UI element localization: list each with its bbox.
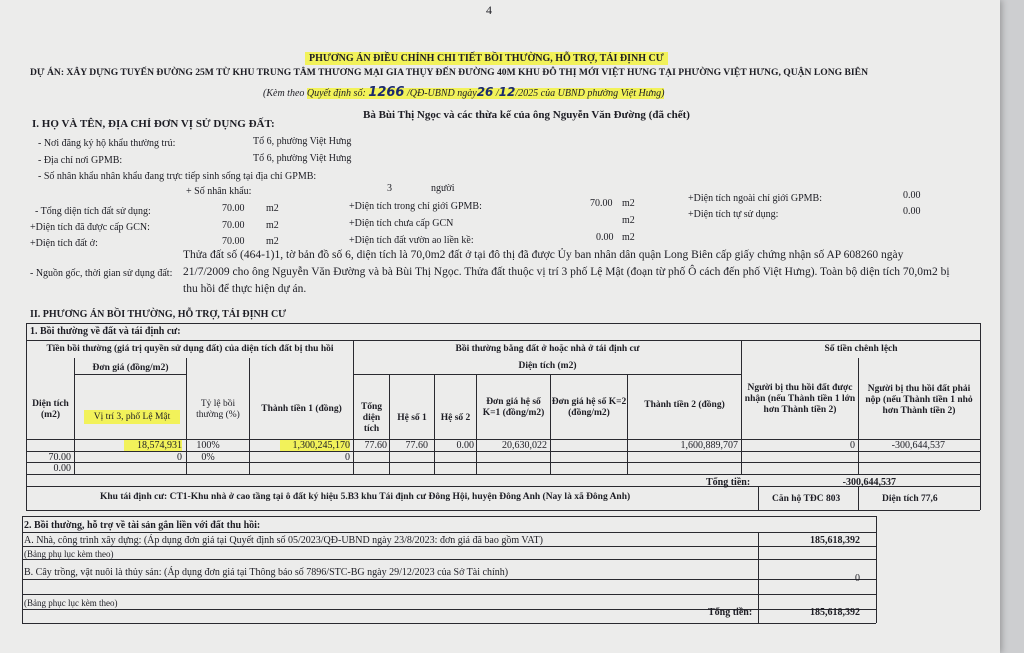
- project-name: DỰ ÁN: XÂY DỰNG TUYẾN ĐƯỜNG 25M TỪ KHU TRUNG TÂM THƯƠNG MẠI GIA THỤY ĐẾN ĐƯỜNG 40M KHU ĐÔ THỊ MỚI VIỆT HƯNG TẠI PHƯỜNG VIỆT HƯNG, QUẬN LONG BIÊN: [30, 67, 868, 78]
- gcn-area-unit: m2: [266, 220, 279, 231]
- land-area-label: +Diện tích đất ở:: [30, 238, 98, 249]
- group-a-header: Tiền bồi thường (giá trị quyền sử dụng đất) của diện tích đất bị thu hồi: [46, 344, 334, 354]
- persons-unit: người: [431, 183, 455, 194]
- col-thanhtien2: Thành tiền 2 (đồng): [644, 399, 725, 410]
- r2-tyle: 0%: [201, 452, 215, 463]
- gcn-area-value: 70.00: [222, 220, 245, 231]
- persons-value: 3: [387, 183, 392, 194]
- table2-title: 2. Bồi thường, hỗ trợ về tài sản gắn liền với đất thu hồi:: [24, 520, 261, 531]
- section1-heading: I. HỌ VÀ TÊN, ĐỊA CHỈ ĐƠN VỊ SỬ DỤNG ĐẤT:: [32, 118, 275, 130]
- persons-label: - Số nhân khẩu nhân khẩu đang trực tiếp sinh sống tại địa chỉ GPMB:: [38, 171, 317, 182]
- r1-heso2: 0.00: [456, 440, 474, 451]
- r2-thanhtien1: 0: [345, 452, 350, 463]
- r1-heso1: 77.60: [405, 440, 428, 451]
- attached-decision-label: Quyết định số:: [306, 88, 366, 99]
- land-area-value: 70.00: [222, 236, 245, 247]
- r1-k1: 20,630,022: [502, 440, 547, 451]
- attached-prefix: (Kèm theo: [263, 88, 305, 99]
- col-tyle: Tỷ lệ bồi thường (%): [196, 398, 240, 420]
- r1-thanhtien2: 1,600,889,707: [680, 440, 738, 451]
- r1-dientich: 70.00: [48, 452, 71, 463]
- land-area-unit: m2: [266, 236, 279, 247]
- self-label: +Diện tích tự sử dụng:: [688, 209, 779, 220]
- attached-decision: [263, 85, 664, 100]
- page-number: 4: [486, 3, 492, 17]
- b-text: B. Cây trồng, vật nuôi là thủy sản: (Áp dụng đơn giá tại Thông báo số 7896/STC-BG ngày 29/12/2023 của Sở Tài chính): [24, 567, 509, 578]
- col-dongia: Đơn giá (đồng/m2): [92, 362, 169, 373]
- residence-value: Tổ 6, phường Việt Hưng: [253, 136, 352, 147]
- outside-value: 0.00: [903, 190, 921, 201]
- r2-dientich: 0.00: [53, 463, 71, 474]
- nogcn-unit: m2: [622, 215, 635, 226]
- table1-title: 1. Bồi thường về đất và tái định cư:: [30, 326, 181, 337]
- site-label: - Địa chỉ nơi GPMB:: [38, 155, 123, 166]
- garden-unit: m2: [622, 232, 635, 243]
- col-heso2: Hệ số 2: [440, 412, 471, 423]
- decision-month: 12: [498, 85, 516, 99]
- garden-label: +Diện tích đất vườn ao liền kề:: [349, 235, 474, 246]
- apartment: Căn hộ TĐC 803: [772, 494, 841, 504]
- attached-suffix: /2025 của UBND phường Việt Hưng): [515, 88, 665, 99]
- nogcn-label: +Diện tích chưa cấp GCN: [349, 218, 454, 229]
- decision-highlight: Quyết định số: 1266 /QĐ-UBND ngày26 /12/2025 của UBND phường Việt Hưng): [306, 85, 665, 100]
- residence-label: - Nơi đăng ký hộ khẩu thường trú:: [38, 138, 176, 149]
- col-thanhtien1: Thành tiền 1 (đồng): [261, 404, 342, 414]
- r1-nhan: 0: [850, 440, 855, 451]
- inside-unit: m2: [622, 198, 635, 209]
- a-value: 185,618,392: [810, 535, 860, 546]
- r1-thanhtien1: 1,300,245,170: [280, 440, 350, 451]
- col-vitri: Vị trí 3, phố Lệ Mật: [84, 410, 180, 424]
- total2-value: 185,618,392: [810, 607, 860, 618]
- total-area-label: - Tổng diện tích đất sử dụng:: [35, 206, 151, 217]
- origin-label: - Nguồn gốc, thời gian sử dụng đất:: [30, 268, 173, 279]
- col-dientich-b: Diện tích (m2): [518, 361, 577, 371]
- inside-value: 70.00: [590, 198, 613, 209]
- persons-sub-label: + Số nhân khẩu:: [186, 186, 252, 197]
- col-nop: Người bị thu hồi đất phải nộp (nếu Thành tiền 1 nhỏ hơn Thành tiền 2): [865, 383, 973, 416]
- total1-label: Tổng tiền:: [706, 477, 751, 488]
- decision-day: 26: [476, 85, 494, 99]
- r2-dongia: 0: [177, 452, 182, 463]
- b-note: (Bảng phục lục kèm theo): [24, 598, 118, 608]
- col-k1: Đơn giá hệ số K=1 (đồng/m2): [482, 397, 545, 418]
- col-tong: Tổng diện tích: [360, 401, 383, 434]
- owner-name: Bà Bùi Thị Ngọc và các thừa kế của ông Nguyễn Văn Đường (đã chết): [363, 109, 690, 121]
- document-title: PHƯƠNG ÁN ĐIỀU CHỈNH CHI TIẾT BỒI THƯỜNG, HỖ TRỢ, TÁI ĐỊNH CƯ: [305, 52, 668, 65]
- col-k2: Đơn giá hệ số K=2 (đồng/m2): [551, 397, 627, 418]
- inside-label: +Diện tích trong chỉ giới GPMB:: [349, 201, 482, 212]
- outside-label: +Diện tích ngoài chỉ giới GPMB:: [688, 193, 822, 204]
- total-area-unit: m2: [266, 203, 279, 214]
- col-dientich: Diện tích (m2): [32, 398, 69, 420]
- group-c-header: Số tiền chênh lệch: [824, 344, 898, 354]
- attached-mid: /QĐ-UBND ngày: [406, 88, 477, 99]
- a-note: (Bảng phụ lục kèm theo): [24, 549, 114, 559]
- r1-nop: -300,644,537: [891, 440, 945, 451]
- garden-value: 0.00: [596, 232, 614, 243]
- r1-tong: 77.60: [364, 440, 387, 451]
- total-area-value: 70.00: [222, 203, 245, 214]
- col-heso1: Hệ số 1: [397, 412, 427, 423]
- self-value: 0.00: [903, 206, 921, 217]
- apartment-area: Diện tích 77,6: [882, 494, 938, 504]
- origin-text: Thửa đất số (464-1)1, tờ bản đồ số 6, diện tích là 70,0m2 đất ở tại đô thị đã được Ủy ban nhân dân quận Long Biên cấp giấy chứng nhận số AP 608260 ngày 21/7/2009 cho ông Nguyễn Văn Đường và bà Bùi Thị Ngọc. Thửa đất thuộc vị trí 3 phố Lệ Mật (đoạn từ phố Ô cách đến phố Việt Hưng). Toàn bộ diện tích 70,0m2 bị thu hồi để thực hiện dự án.: [183, 249, 950, 295]
- a-text: A. Nhà, công trình xây dựng: (Áp dụng đơn giá tại Quyết định số 05/2023/QĐ-UBND ngày 23/8/2023: đơn giá đã bao gồm VAT): [24, 535, 543, 546]
- site-value: Tổ 6, phường Việt Hưng: [253, 153, 352, 164]
- total2-label: Tổng tiền:: [708, 607, 753, 618]
- r1-tyle: 100%: [196, 440, 220, 451]
- decision-number: 1266: [368, 85, 405, 100]
- b-value: 0: [855, 573, 860, 584]
- group-b-header: Bồi thường bằng đất ở hoặc nhà ở tái định cư: [455, 344, 640, 354]
- r1-dongia: 18,574,931: [124, 440, 182, 451]
- resettle-text: Khu tái định cư: CT1-Khu nhà ở cao tầng tại ô đất ký hiệu 5.B3 khu Tái định cư Đông Hội, huyện Đông Anh (Nay là xã Đông Anh): [100, 492, 631, 502]
- col-nhan: Người bị thu hồi đất được nhận (nếu Thành tiền 1 lớn hơn Thành tiền 2): [744, 382, 856, 415]
- total1-value: -300,644,537: [842, 477, 896, 488]
- section2-heading: II. PHƯƠNG ÁN BỒI THƯỜNG, HỖ TRỢ, TÁI ĐỊNH CƯ: [30, 309, 287, 320]
- gcn-area-label: +Diện tích đã được cấp GCN:: [30, 222, 150, 233]
